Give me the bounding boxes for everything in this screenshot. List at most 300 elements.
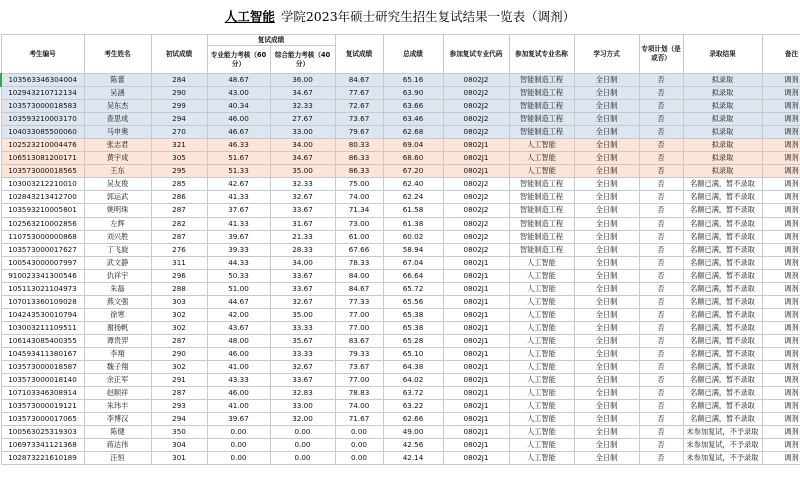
cell-total[interactable]: 66.64 <box>383 269 443 282</box>
cell-prof[interactable]: 0.00 <box>207 426 270 439</box>
cell-remark[interactable]: 调剂 <box>762 282 800 295</box>
table-row[interactable] <box>1 282 800 295</box>
cell-total[interactable]: 42.56 <box>383 439 443 452</box>
cell-prelim[interactable]: 276 <box>151 243 207 256</box>
cell-mode[interactable]: 全日制 <box>574 321 639 334</box>
cell-prelim[interactable]: 296 <box>151 269 207 282</box>
cell-name[interactable]: 陈蕾 <box>84 74 151 87</box>
cell-special[interactable]: 否 <box>639 361 683 374</box>
cell-retest[interactable]: 74.00 <box>335 191 383 204</box>
cell-mode[interactable]: 全日制 <box>574 74 639 87</box>
cell-prof[interactable]: 41.00 <box>207 361 270 374</box>
cell-comp[interactable]: 34.67 <box>270 152 335 165</box>
cell-mode[interactable]: 全日制 <box>574 191 639 204</box>
cell-prelim[interactable]: 293 <box>151 400 207 413</box>
cell-comp[interactable]: 35.00 <box>270 165 335 178</box>
cell-special[interactable]: 否 <box>639 178 683 191</box>
cell-result[interactable]: 名额已满，暂不录取 <box>683 191 762 204</box>
header-special[interactable]: 专项计划（是或否） <box>639 35 683 74</box>
cell-mode[interactable]: 全日制 <box>574 152 639 165</box>
cell-prelim[interactable]: 301 <box>151 452 207 465</box>
cell-retest[interactable]: 84.67 <box>335 282 383 295</box>
cell-comp[interactable]: 33.67 <box>270 204 335 217</box>
cell-result[interactable]: 拟录取 <box>683 113 762 126</box>
cell-prelim[interactable]: 294 <box>151 413 207 426</box>
header-prelim[interactable]: 初试成绩 <box>151 35 207 74</box>
cell-major-code[interactable]: 0802J1 <box>443 347 509 360</box>
cell-major-code[interactable]: 0802J1 <box>443 152 509 165</box>
cell-special[interactable]: 否 <box>639 321 683 334</box>
cell-total[interactable]: 60.02 <box>383 230 443 243</box>
cell-total[interactable]: 65.10 <box>383 347 443 360</box>
cell-mode[interactable]: 全日制 <box>574 178 639 191</box>
cell-special[interactable]: 否 <box>639 100 683 113</box>
table-row[interactable] <box>1 413 800 426</box>
cell-candidate-id[interactable]: 103593210003170 <box>1 113 84 126</box>
cell-name[interactable]: 吴友俊 <box>84 178 151 191</box>
cell-mode[interactable]: 全日制 <box>574 413 639 426</box>
cell-major-name[interactable]: 智能制造工程 <box>509 126 574 139</box>
cell-mode[interactable]: 全日制 <box>574 230 639 243</box>
cell-special[interactable]: 否 <box>639 256 683 269</box>
cell-special[interactable]: 否 <box>639 74 683 87</box>
cell-major-name[interactable]: 人工智能 <box>509 256 574 269</box>
cell-comp[interactable]: 28.33 <box>270 243 335 256</box>
cell-major-code[interactable]: 0802J1 <box>443 256 509 269</box>
cell-major-name[interactable]: 智能制造工程 <box>509 113 574 126</box>
cell-comp[interactable]: 33.33 <box>270 321 335 334</box>
cell-mode[interactable]: 全日制 <box>574 282 639 295</box>
cell-candidate-id[interactable]: 102873221610189 <box>1 452 84 465</box>
cell-total[interactable]: 63.72 <box>383 387 443 400</box>
cell-result[interactable]: 名额已满，暂不录取 <box>683 243 762 256</box>
cell-result[interactable]: 名额已满，暂不录取 <box>683 334 762 347</box>
cell-candidate-id[interactable]: 103003212210010 <box>1 178 84 191</box>
cell-special[interactable]: 否 <box>639 230 683 243</box>
cell-result[interactable]: 拟录取 <box>683 165 762 178</box>
cell-major-code[interactable]: 0802J1 <box>443 334 509 347</box>
table-row[interactable] <box>1 217 800 230</box>
cell-major-code[interactable]: 0802J2 <box>443 230 509 243</box>
cell-name[interactable]: 吴涵 <box>84 87 151 100</box>
cell-special[interactable]: 否 <box>639 204 683 217</box>
cell-major-name[interactable]: 智能制造工程 <box>509 217 574 230</box>
cell-comp[interactable]: 32.33 <box>270 100 335 113</box>
table-row[interactable] <box>1 347 800 360</box>
cell-comp[interactable]: 32.00 <box>270 413 335 426</box>
cell-special[interactable]: 否 <box>639 439 683 452</box>
cell-major-code[interactable]: 0802J1 <box>443 426 509 439</box>
cell-special[interactable]: 否 <box>639 165 683 178</box>
cell-candidate-id[interactable]: 103593210005801 <box>1 204 84 217</box>
cell-major-name[interactable]: 人工智能 <box>509 439 574 452</box>
cell-candidate-id[interactable]: 104243530010794 <box>1 308 84 321</box>
cell-candidate-id[interactable]: 106143085400355 <box>1 334 84 347</box>
cell-total[interactable]: 42.14 <box>383 452 443 465</box>
cell-total[interactable]: 62.66 <box>383 413 443 426</box>
cell-major-name[interactable]: 智能制造工程 <box>509 100 574 113</box>
cell-total[interactable]: 63.22 <box>383 400 443 413</box>
cell-prof[interactable]: 46.00 <box>207 113 270 126</box>
cell-remark[interactable]: 调剂 <box>762 361 800 374</box>
cell-result[interactable]: 未参加复试，不予录取 <box>683 426 762 439</box>
cell-name[interactable]: 燕文强 <box>84 295 151 308</box>
cell-result[interactable]: 名额已满，暂不录取 <box>683 269 762 282</box>
cell-name[interactable]: 黄宇成 <box>84 152 151 165</box>
cell-candidate-id[interactable]: 910023341300546 <box>1 269 84 282</box>
cell-mode[interactable]: 全日制 <box>574 374 639 387</box>
cell-remark[interactable]: 调剂 <box>762 347 800 360</box>
cell-prof[interactable]: 43.33 <box>207 374 270 387</box>
cell-name[interactable]: 赵顺祥 <box>84 387 151 400</box>
cell-name[interactable]: 姚明珠 <box>84 204 151 217</box>
cell-candidate-id[interactable]: 103003211109511 <box>1 321 84 334</box>
cell-candidate-id[interactable]: 103563346304004 <box>1 74 84 87</box>
cell-remark[interactable]: 调剂 <box>762 217 800 230</box>
cell-special[interactable]: 否 <box>639 426 683 439</box>
cell-prof[interactable]: 46.00 <box>207 387 270 400</box>
cell-mode[interactable]: 全日制 <box>574 308 639 321</box>
cell-result[interactable]: 拟录取 <box>683 126 762 139</box>
cell-mode[interactable]: 全日制 <box>574 334 639 347</box>
cell-prelim[interactable]: 302 <box>151 308 207 321</box>
cell-major-name[interactable]: 人工智能 <box>509 413 574 426</box>
cell-major-name[interactable]: 人工智能 <box>509 374 574 387</box>
cell-retest[interactable]: 73.67 <box>335 113 383 126</box>
cell-major-code[interactable]: 0802J1 <box>443 321 509 334</box>
cell-retest[interactable]: 77.33 <box>335 295 383 308</box>
table-row[interactable] <box>1 334 800 347</box>
cell-prof[interactable]: 0.00 <box>207 439 270 452</box>
cell-prof[interactable]: 44.67 <box>207 295 270 308</box>
cell-major-name[interactable]: 人工智能 <box>509 139 574 152</box>
cell-prelim[interactable]: 284 <box>151 74 207 87</box>
cell-remark[interactable]: 调剂 <box>762 113 800 126</box>
cell-retest[interactable]: 84.00 <box>335 269 383 282</box>
cell-candidate-id[interactable]: 107103346308914 <box>1 387 84 400</box>
cell-mode[interactable]: 全日制 <box>574 361 639 374</box>
cell-special[interactable]: 否 <box>639 282 683 295</box>
cell-mode[interactable]: 全日制 <box>574 439 639 452</box>
cell-prelim[interactable]: 287 <box>151 230 207 243</box>
cell-retest[interactable]: 77.00 <box>335 308 383 321</box>
table-row[interactable] <box>1 426 800 439</box>
table-row[interactable] <box>1 295 800 308</box>
cell-prof[interactable]: 0.00 <box>207 452 270 465</box>
table-row[interactable] <box>1 308 800 321</box>
cell-candidate-id[interactable]: 107013360109028 <box>1 295 84 308</box>
header-prof[interactable]: 专业能力考核（60分） <box>207 46 270 74</box>
cell-result[interactable]: 名额已满，暂不录取 <box>683 295 762 308</box>
cell-prof[interactable]: 42.00 <box>207 308 270 321</box>
cell-prof[interactable]: 39.33 <box>207 243 270 256</box>
cell-prelim[interactable]: 285 <box>151 178 207 191</box>
cell-prelim[interactable]: 302 <box>151 361 207 374</box>
cell-retest[interactable]: 67.66 <box>335 243 383 256</box>
cell-prof[interactable]: 51.33 <box>207 165 270 178</box>
cell-total[interactable]: 67.20 <box>383 165 443 178</box>
cell-major-code[interactable]: 0802J2 <box>443 178 509 191</box>
cell-prelim[interactable]: 270 <box>151 126 207 139</box>
cell-major-code[interactable]: 0802J2 <box>443 100 509 113</box>
cell-prelim[interactable]: 311 <box>151 256 207 269</box>
cell-result[interactable]: 拟录取 <box>683 139 762 152</box>
cell-candidate-id[interactable]: 102523210004476 <box>1 139 84 152</box>
cell-candidate-id[interactable]: 104033085500060 <box>1 126 84 139</box>
cell-candidate-id[interactable]: 106973341121368 <box>1 439 84 452</box>
cell-major-code[interactable]: 0802J2 <box>443 217 509 230</box>
cell-major-code[interactable]: 0802J2 <box>443 243 509 256</box>
cell-prof[interactable]: 39.67 <box>207 413 270 426</box>
cell-name[interactable]: 李翔 <box>84 347 151 360</box>
cell-special[interactable]: 否 <box>639 347 683 360</box>
cell-total[interactable]: 65.72 <box>383 282 443 295</box>
cell-prof[interactable]: 46.67 <box>207 126 270 139</box>
cell-special[interactable]: 否 <box>639 269 683 282</box>
cell-candidate-id[interactable]: 102843213412700 <box>1 191 84 204</box>
cell-name[interactable]: 张志君 <box>84 139 151 152</box>
table-row[interactable] <box>1 243 800 256</box>
cell-result[interactable]: 名额已满，暂不录取 <box>683 387 762 400</box>
cell-mode[interactable]: 全日制 <box>574 139 639 152</box>
cell-major-name[interactable]: 智能制造工程 <box>509 87 574 100</box>
cell-result[interactable]: 名额已满，暂不录取 <box>683 413 762 426</box>
cell-prof[interactable]: 50.33 <box>207 269 270 282</box>
cell-retest[interactable]: 72.67 <box>335 100 383 113</box>
cell-candidate-id[interactable]: 103573000017065 <box>1 413 84 426</box>
cell-name[interactable]: 蒋达伟 <box>84 439 151 452</box>
cell-remark[interactable]: 调剂 <box>762 256 800 269</box>
cell-mode[interactable]: 全日制 <box>574 126 639 139</box>
cell-prelim[interactable]: 299 <box>151 100 207 113</box>
cell-special[interactable]: 否 <box>639 152 683 165</box>
cell-total[interactable]: 65.38 <box>383 308 443 321</box>
cell-comp[interactable]: 33.67 <box>270 374 335 387</box>
cell-name[interactable]: 谭贵羿 <box>84 334 151 347</box>
cell-major-code[interactable]: 0802J1 <box>443 439 509 452</box>
cell-remark[interactable]: 调剂 <box>762 400 800 413</box>
header-result[interactable]: 录取结果 <box>683 35 762 74</box>
cell-name[interactable]: 刘兴胜 <box>84 230 151 243</box>
cell-comp[interactable]: 31.67 <box>270 217 335 230</box>
cell-mode[interactable]: 全日制 <box>574 113 639 126</box>
table-row[interactable] <box>1 152 800 165</box>
cell-prelim[interactable]: 304 <box>151 439 207 452</box>
cell-major-code[interactable]: 0802J1 <box>443 413 509 426</box>
table-row[interactable] <box>1 204 800 217</box>
cell-name[interactable]: 朱玮丰 <box>84 400 151 413</box>
cell-comp[interactable]: 32.33 <box>270 178 335 191</box>
cell-retest[interactable]: 0.00 <box>335 426 383 439</box>
cell-major-code[interactable]: 0802J1 <box>443 165 509 178</box>
cell-comp[interactable]: 21.33 <box>270 230 335 243</box>
cell-prof[interactable]: 51.00 <box>207 282 270 295</box>
cell-retest[interactable]: 86.33 <box>335 152 383 165</box>
cell-remark[interactable]: 调剂 <box>762 295 800 308</box>
cell-prof[interactable]: 41.33 <box>207 191 270 204</box>
cell-total[interactable]: 63.90 <box>383 87 443 100</box>
cell-special[interactable]: 否 <box>639 126 683 139</box>
table-row[interactable] <box>1 230 800 243</box>
cell-special[interactable]: 否 <box>639 113 683 126</box>
cell-remark[interactable]: 调剂 <box>762 321 800 334</box>
cell-special[interactable]: 否 <box>639 243 683 256</box>
cell-remark[interactable]: 调剂 <box>762 439 800 452</box>
cell-special[interactable]: 否 <box>639 334 683 347</box>
cell-name[interactable]: 汪恒 <box>84 452 151 465</box>
cell-result[interactable]: 拟录取 <box>683 152 762 165</box>
cell-comp[interactable]: 33.67 <box>270 282 335 295</box>
cell-major-code[interactable]: 0802J2 <box>443 191 509 204</box>
cell-total[interactable]: 62.40 <box>383 178 443 191</box>
cell-total[interactable]: 65.56 <box>383 295 443 308</box>
table-row[interactable] <box>1 361 800 374</box>
cell-prof[interactable]: 43.67 <box>207 321 270 334</box>
cell-name[interactable]: 王东 <box>84 165 151 178</box>
cell-total[interactable]: 65.16 <box>383 74 443 87</box>
cell-comp[interactable]: 34.67 <box>270 87 335 100</box>
table-row[interactable] <box>1 400 800 413</box>
cell-candidate-id[interactable]: 104593411380167 <box>1 347 84 360</box>
cell-remark[interactable]: 调剂 <box>762 204 800 217</box>
cell-result[interactable]: 拟录取 <box>683 100 762 113</box>
cell-major-name[interactable]: 人工智能 <box>509 152 574 165</box>
cell-remark[interactable]: 调剂 <box>762 87 800 100</box>
cell-name[interactable]: 左辉 <box>84 217 151 230</box>
cell-retest[interactable]: 77.00 <box>335 374 383 387</box>
cell-candidate-id[interactable]: 100543000007997 <box>1 256 84 269</box>
cell-mode[interactable]: 全日制 <box>574 217 639 230</box>
cell-special[interactable]: 否 <box>639 217 683 230</box>
cell-candidate-id[interactable]: 106513081200171 <box>1 152 84 165</box>
cell-name[interactable]: 丁飞旋 <box>84 243 151 256</box>
table-row[interactable] <box>1 139 800 152</box>
cell-major-name[interactable]: 人工智能 <box>509 282 574 295</box>
cell-name[interactable]: 仇祥宇 <box>84 269 151 282</box>
cell-total[interactable]: 49.00 <box>383 426 443 439</box>
cell-retest[interactable]: 84.67 <box>335 74 383 87</box>
cell-total[interactable]: 64.38 <box>383 361 443 374</box>
cell-major-name[interactable]: 人工智能 <box>509 295 574 308</box>
cell-retest[interactable]: 75.00 <box>335 178 383 191</box>
table-row[interactable] <box>1 439 800 452</box>
header-major-name[interactable]: 参加复试专业名称 <box>509 35 574 74</box>
cell-retest[interactable]: 73.67 <box>335 361 383 374</box>
cell-result[interactable]: 名额已满，暂不录取 <box>683 374 762 387</box>
table-row[interactable] <box>1 387 800 400</box>
cell-major-name[interactable]: 人工智能 <box>509 361 574 374</box>
cell-remark[interactable]: 调剂 <box>762 426 800 439</box>
cell-result[interactable]: 名额已满，暂不录取 <box>683 204 762 217</box>
cell-special[interactable]: 否 <box>639 374 683 387</box>
table-row[interactable] <box>1 113 800 126</box>
cell-total[interactable]: 63.66 <box>383 100 443 113</box>
cell-remark[interactable]: 调剂 <box>762 152 800 165</box>
header-name[interactable]: 考生姓名 <box>84 35 151 74</box>
cell-prelim[interactable]: 302 <box>151 321 207 334</box>
cell-mode[interactable]: 全日制 <box>574 87 639 100</box>
cell-comp[interactable]: 33.00 <box>270 126 335 139</box>
cell-prof[interactable]: 48.00 <box>207 334 270 347</box>
cell-major-code[interactable]: 0802J1 <box>443 452 509 465</box>
cell-mode[interactable]: 全日制 <box>574 452 639 465</box>
cell-remark[interactable]: 调剂 <box>762 191 800 204</box>
cell-result[interactable]: 名额已满，暂不录取 <box>683 230 762 243</box>
header-comp[interactable]: 综合能力考核（40分） <box>270 46 335 74</box>
cell-mode[interactable]: 全日制 <box>574 426 639 439</box>
cell-major-name[interactable]: 智能制造工程 <box>509 191 574 204</box>
cell-prelim[interactable]: 291 <box>151 374 207 387</box>
cell-major-name[interactable]: 人工智能 <box>509 321 574 334</box>
cell-retest[interactable]: 73.00 <box>335 217 383 230</box>
cell-name[interactable]: 武文静 <box>84 256 151 269</box>
cell-remark[interactable]: 调剂 <box>762 334 800 347</box>
cell-prelim[interactable]: 290 <box>151 87 207 100</box>
cell-remark[interactable]: 调剂 <box>762 308 800 321</box>
cell-comp[interactable]: 32.67 <box>270 295 335 308</box>
cell-major-code[interactable]: 0802J1 <box>443 308 509 321</box>
cell-candidate-id[interactable]: 103573000018587 <box>1 361 84 374</box>
cell-comp[interactable]: 33.33 <box>270 347 335 360</box>
cell-result[interactable]: 名额已满，暂不录取 <box>683 178 762 191</box>
cell-mode[interactable]: 全日制 <box>574 165 639 178</box>
header-candidate-id[interactable]: 考生编号 <box>1 35 84 74</box>
header-total[interactable]: 总成绩 <box>383 35 443 74</box>
cell-candidate-id[interactable]: 102563210002856 <box>1 217 84 230</box>
cell-special[interactable]: 否 <box>639 413 683 426</box>
cell-result[interactable]: 未参加复试，不予录取 <box>683 452 762 465</box>
cell-candidate-id[interactable]: 102943210712134 <box>1 87 84 100</box>
cell-name[interactable]: 马申奥 <box>84 126 151 139</box>
cell-special[interactable]: 否 <box>639 139 683 152</box>
cell-comp[interactable]: 36.00 <box>270 74 335 87</box>
cell-retest[interactable]: 80.33 <box>335 139 383 152</box>
cell-result[interactable]: 拟录取 <box>683 74 762 87</box>
cell-mode[interactable]: 全日制 <box>574 347 639 360</box>
cell-mode[interactable]: 全日制 <box>574 269 639 282</box>
cell-candidate-id[interactable]: 103573000019121 <box>1 400 84 413</box>
cell-major-name[interactable]: 智能制造工程 <box>509 74 574 87</box>
cell-prof[interactable]: 39.67 <box>207 230 270 243</box>
cell-total[interactable]: 62.68 <box>383 126 443 139</box>
cell-comp[interactable]: 35.67 <box>270 334 335 347</box>
cell-remark[interactable]: 调剂 <box>762 374 800 387</box>
cell-prelim[interactable]: 287 <box>151 334 207 347</box>
cell-prelim[interactable]: 290 <box>151 347 207 360</box>
cell-major-code[interactable]: 0802J1 <box>443 269 509 282</box>
cell-result[interactable]: 名额已满，暂不录取 <box>683 361 762 374</box>
cell-major-code[interactable]: 0802J2 <box>443 87 509 100</box>
cell-prof[interactable]: 46.00 <box>207 347 270 360</box>
cell-prof[interactable]: 42.67 <box>207 178 270 191</box>
table-row[interactable] <box>1 165 800 178</box>
cell-retest[interactable]: 78.83 <box>335 387 383 400</box>
cell-prof[interactable]: 51.67 <box>207 152 270 165</box>
table-row[interactable] <box>1 269 800 282</box>
cell-retest[interactable]: 71.34 <box>335 204 383 217</box>
cell-name[interactable]: 徐寒 <box>84 308 151 321</box>
cell-name[interactable]: 郭运武 <box>84 191 151 204</box>
cell-comp[interactable]: 35.00 <box>270 308 335 321</box>
cell-remark[interactable]: 调剂 <box>762 74 800 87</box>
cell-result[interactable]: 名额已满，暂不录取 <box>683 256 762 269</box>
cell-major-code[interactable]: 0802J1 <box>443 282 509 295</box>
table-row[interactable] <box>1 321 800 334</box>
cell-remark[interactable]: 调剂 <box>762 243 800 256</box>
cell-name[interactable]: 谢扬帆 <box>84 321 151 334</box>
cell-name[interactable]: 朱磊 <box>84 282 151 295</box>
cell-comp[interactable]: 32.83 <box>270 387 335 400</box>
